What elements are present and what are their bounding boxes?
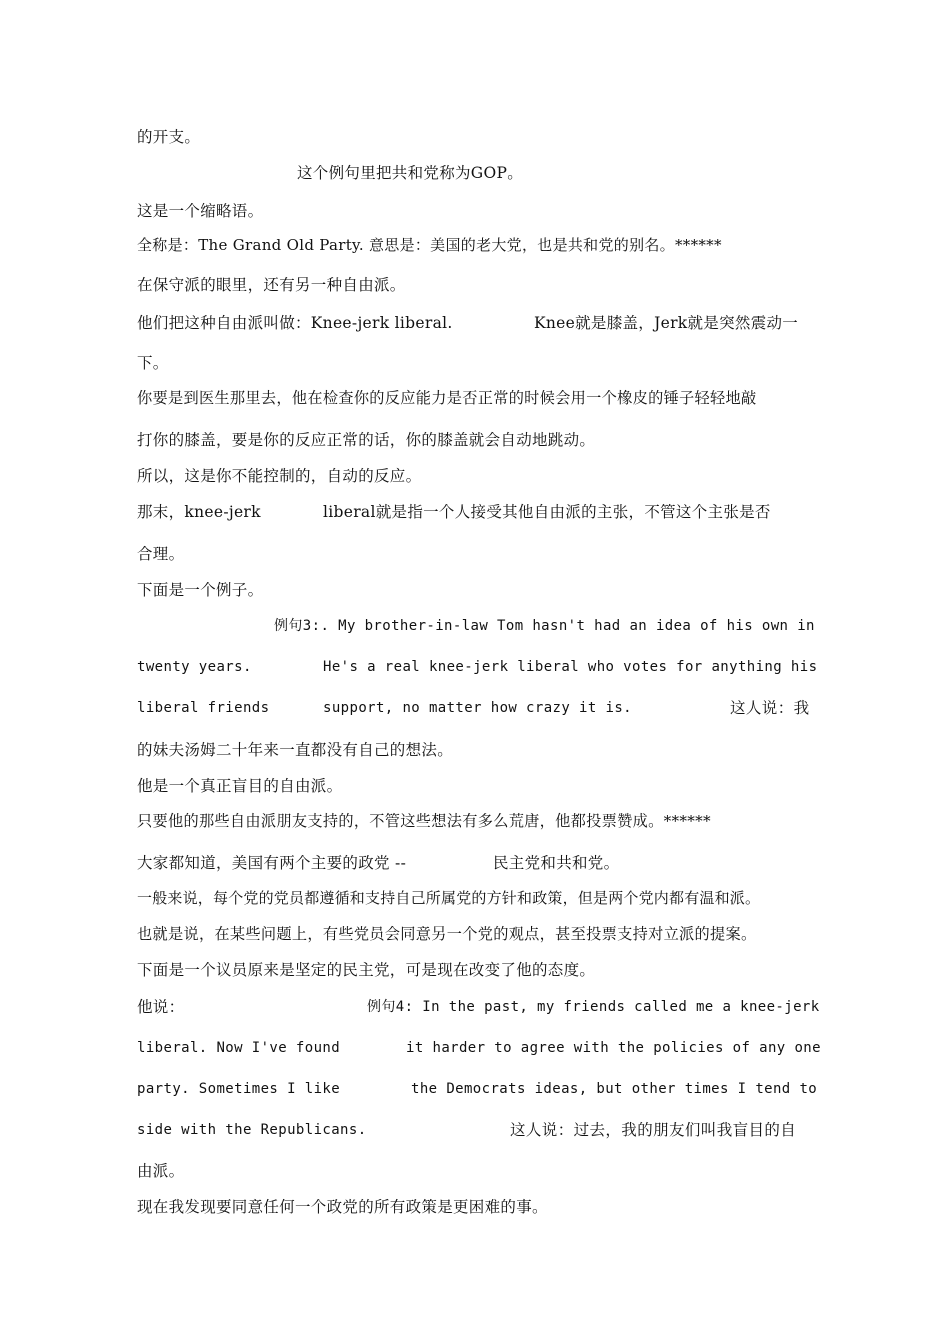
text-segment: 大家都知道，美国有两个主要的政党 -- [137, 854, 407, 872]
text-line: 也就是说，在某些问题上，有些党员会同意另一个党的观点，甚至投票支持对立派的提案。 [137, 925, 757, 943]
text-segment: it harder to agree with the policies of any one [406, 1040, 821, 1056]
example-sentence: 例句4: In the past, my friends called me a knee-jerk [367, 999, 820, 1015]
text-segment: twenty years. [137, 659, 252, 675]
text-segment: 这人说：过去，我的朋友们叫我盲目的自 [510, 1121, 797, 1139]
text-line: 这是一个缩略语。 [137, 202, 264, 220]
text-segment: Knee就是膝盖，Jerk就是突然震动一 [534, 314, 799, 332]
text-segment: liberal. Now I've found [137, 1040, 341, 1056]
text-line: 所以，这是你不能控制的，自动的反应。 [137, 467, 422, 485]
example-sentence: 例句3:. My brother-in-law Tom hasn't had an idea of his own in [274, 618, 815, 634]
text-segment: 这人说：我 [730, 699, 810, 717]
text-segment: 他说： [137, 998, 185, 1016]
text-segment: liberal friends [137, 700, 270, 716]
text-segment: liberal就是指一个人接受其他自由派的主张，不管这个主张是否 [323, 503, 771, 521]
text-segment: support, no matter how crazy it is. [323, 700, 633, 716]
text-line: 下面是一个议员原来是坚定的民主党，可是现在改变了他的态度。 [137, 961, 596, 979]
text-segment: party. Sometimes I like [137, 1081, 341, 1097]
text-line: 由派。 [137, 1162, 185, 1180]
text-line: 他是一个真正盲目的自由派。 [137, 777, 343, 795]
text-segment: side with the Republicans. [137, 1122, 367, 1138]
text-line: 这个例句里把共和党称为GOP。 [297, 164, 524, 182]
text-line: 你要是到医生那里去，他在检查你的反应能力是否正常的时候会用一个橡皮的锤子轻轻地敲 [137, 389, 757, 407]
text-line: 的开支。 [137, 128, 201, 146]
text-segment: 他们把这种自由派叫做：Knee-jerk liberal. [137, 314, 453, 332]
text-segment: 民主党和共和党。 [493, 854, 620, 872]
text-line: 只要他的那些自由派朋友支持的，不管这些想法有多么荒唐，他都投票赞成。****** [137, 812, 711, 830]
text-line: 打你的膝盖，要是你的反应正常的话，你的膝盖就会自动地跳动。 [137, 431, 596, 449]
text-line: 的妹夫汤姆二十年来一直都没有自己的想法。 [137, 741, 454, 759]
text-segment: 那末，knee-jerk [137, 503, 261, 521]
text-line: 下面是一个例子。 [137, 581, 264, 599]
text-line: 一般来说，每个党的党员都遵循和支持自己所属党的方针和政策，但是两个党内都有温和派。 [137, 889, 761, 907]
text-line: 合理。 [137, 545, 185, 563]
text-segment: He's a real knee-jerk liberal who votes for anything his [323, 659, 818, 675]
text-line: 现在我发现要同意任何一个政党的所有政策是更困难的事。 [137, 1198, 548, 1216]
text-segment: the Democrats ideas, but other times I tend to [411, 1081, 818, 1097]
text-line: 下。 [137, 354, 169, 372]
text-line: 在保守派的眼里，还有另一种自由派。 [137, 276, 406, 294]
text-line: 全称是：The Grand Old Party. 意思是：美国的老大党，也是共和党的别名。****** [137, 236, 722, 254]
